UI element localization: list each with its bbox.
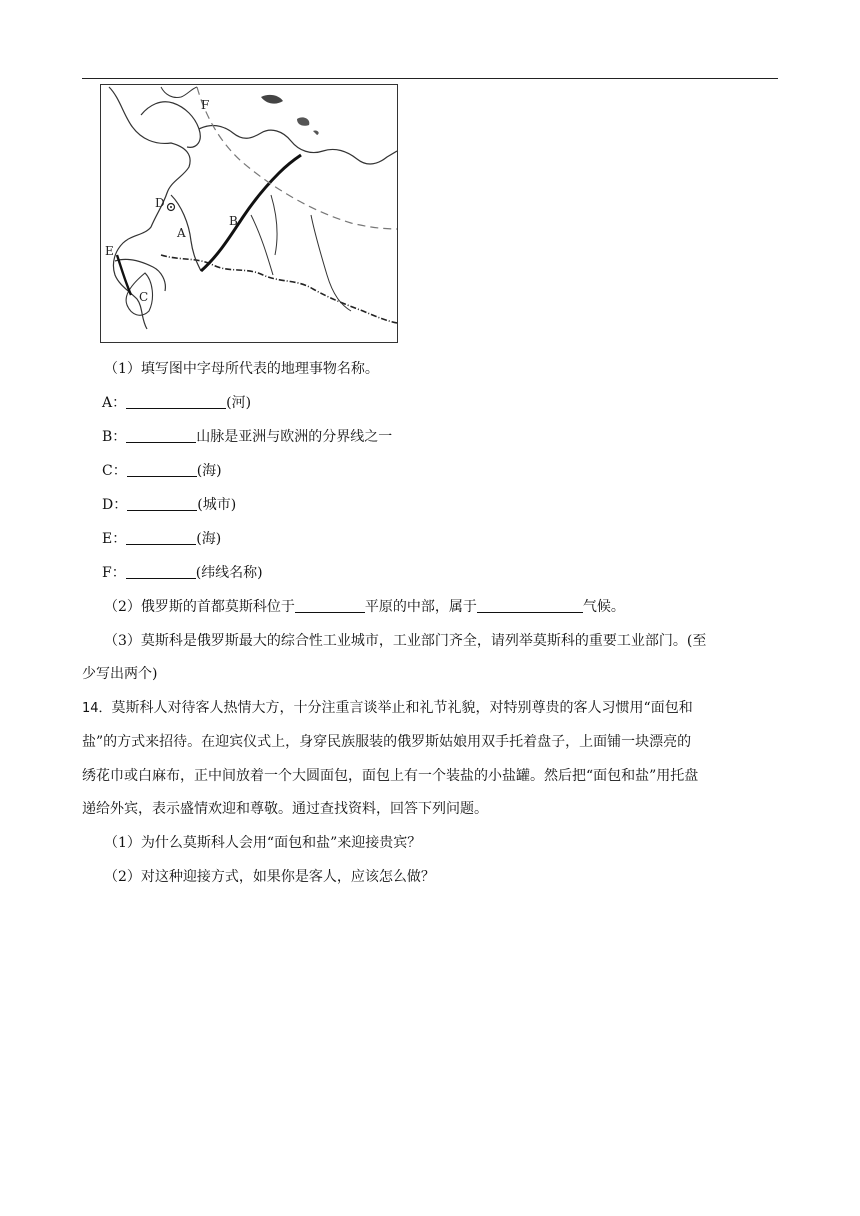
- q13-item-c: C： (海): [102, 463, 222, 479]
- q14-stem-line4: 递给外宾，表示盛情欢迎和尊敬。通过查找资料，回答下列问题。: [82, 801, 488, 817]
- map-label-d: D: [155, 196, 165, 210]
- q13-part3-line2: 少写出两个): [82, 666, 158, 682]
- map-label-f: F: [201, 98, 210, 112]
- answer-blank-c[interactable]: [127, 462, 197, 477]
- map-label-c: C: [139, 290, 149, 304]
- answer-blank-climate[interactable]: [477, 598, 583, 613]
- q14-stem-line3: 绣花巾或白麻布，正中间放着一个大圆面包，面包上有一个装盐的小盐罐。然后把“面包和盐”用托盘: [82, 768, 699, 784]
- q14-sub2: （2）对这种迎接方式，如果你是客人，应该怎么做？: [104, 869, 435, 885]
- q13-item-b: B： 山脉是亚洲与欧洲的分界线之一: [102, 429, 393, 445]
- header-rule: [82, 78, 778, 79]
- map-label-a: A: [177, 226, 186, 240]
- q14-stem-line1: 14．莫斯科人对待客人热情大方，十分注重言谈举止和礼节礼貌，对特别尊贵的客人习惯用“面包和: [82, 700, 693, 716]
- q13-item-d: D： (城市): [102, 497, 237, 513]
- russia-map-drawing: [101, 85, 397, 342]
- q13-part1-prompt: （1）填写图中字母所代表的地理事物名称。: [104, 361, 379, 377]
- answer-blank-e[interactable]: [126, 530, 196, 545]
- q13-item-f: F： (纬线名称): [102, 565, 263, 581]
- q13-part2: （2）俄罗斯的首都莫斯科位于 平原的中部，属于 气候。: [104, 599, 625, 615]
- q14-stem-line2: 盐”的方式来招待。在迎宾仪式上，身穿民族服装的俄罗斯姑娘用双手托着盘子，上面铺一块漂亮的: [82, 734, 692, 750]
- q14-sub1: （1）为什么莫斯科人会用“面包和盐”来迎接贵宾？: [104, 835, 422, 851]
- map-label-b: B: [229, 214, 238, 228]
- answer-blank-a[interactable]: [126, 394, 226, 409]
- answer-blank-b[interactable]: [126, 428, 196, 443]
- answer-blank-f[interactable]: [126, 564, 196, 579]
- q13-item-a: A： (河): [102, 395, 252, 411]
- answer-blank-plain[interactable]: [295, 598, 365, 613]
- q13-item-e: E： (海): [102, 531, 222, 547]
- q14-number: 14．: [82, 701, 112, 716]
- answer-blank-d[interactable]: [127, 496, 197, 511]
- map-label-e: E: [105, 244, 114, 258]
- russia-map-figure: [100, 84, 398, 343]
- q13-part3-line1: （3）莫斯科是俄罗斯最大的综合性工业城市，工业部门齐全，请列举莫斯科的重要工业部门。(至: [104, 633, 707, 649]
